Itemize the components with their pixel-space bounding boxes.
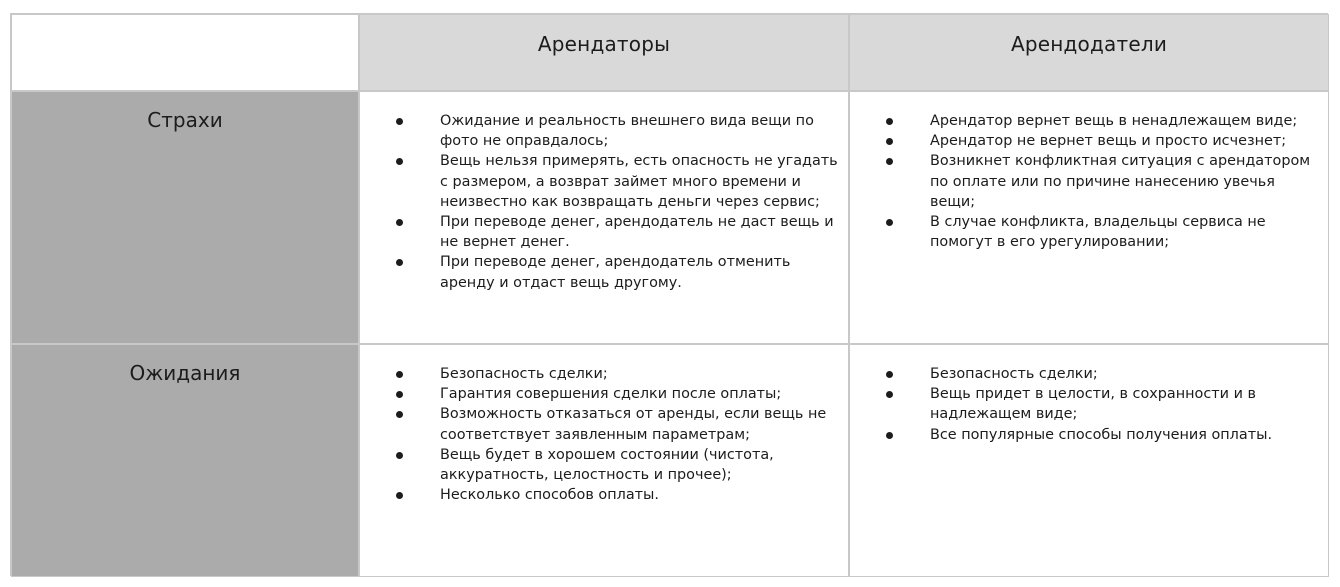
list-item	[886, 364, 1320, 384]
list-item	[396, 252, 840, 292]
table-corner-cell	[11, 14, 359, 91]
list-item-text: Все популярные способы получения оплаты.	[930, 426, 1273, 443]
expectations-landlords-cell	[849, 344, 1329, 577]
list-item-text: Возможность отказаться от аренды, если вещь не соответствует заявленным параметрам;	[440, 406, 827, 443]
list-item	[396, 384, 840, 404]
bullet-icon	[396, 259, 403, 266]
list-item	[886, 384, 1320, 424]
list-item-text: Несколько способов оплаты.	[440, 487, 659, 504]
bullet-icon	[396, 158, 403, 165]
list-item	[396, 445, 840, 485]
list-item	[886, 425, 1320, 445]
bullet-icon	[396, 411, 403, 418]
list-item	[886, 212, 1320, 252]
list-item-text: Вещь нельзя примерять, есть опасность не угадать с размером, а возврат займет много времени и неизвестно как возвращать деньги через сервис;	[440, 153, 838, 210]
bullet-icon	[396, 371, 403, 378]
list-item-text: При переводе денег, арендодатель не даст вещь и не вернет денег.	[440, 214, 834, 251]
bullet-icon	[886, 432, 893, 439]
bullet-icon	[886, 118, 893, 125]
list-item-text: Вещь придет в целости, в сохранности и в надлежащем виде;	[930, 386, 1256, 423]
list-item	[886, 111, 1320, 131]
fears-tenants-list	[396, 111, 840, 293]
list-item	[396, 485, 840, 505]
fears-tenants-cell	[359, 91, 849, 344]
list-item-text: Вещь будет в хорошем состоянии (чистота, аккуратность, целостность и прочее);	[440, 446, 774, 484]
list-item-text: Возникнет конфликтная ситуация с арендатором по оплате или по причине нанесению увечья вещи;	[930, 153, 1311, 210]
fears-landlords-cell	[849, 91, 1329, 344]
fears-landlords-list	[886, 111, 1320, 252]
bullet-icon	[396, 219, 403, 226]
bullet-icon	[886, 219, 893, 226]
bullet-icon	[886, 138, 893, 145]
row-header-expectations: Ожидания	[11, 344, 359, 577]
bullet-icon	[396, 492, 403, 499]
comparison-table	[10, 13, 1328, 576]
column-header-landlords: Арендодатели	[849, 14, 1329, 91]
list-item	[396, 111, 840, 151]
list-item	[886, 151, 1320, 212]
list-item-text: При переводе денег, арендодатель отменить аренду и отдаст вещь другому.	[440, 254, 791, 291]
list-item-text: Арендатор не вернет вещь и просто исчезнет;	[930, 133, 1287, 150]
bullet-icon	[886, 158, 893, 165]
bullet-icon	[396, 391, 403, 398]
list-item	[396, 212, 840, 252]
column-header-tenants: Арендаторы	[359, 14, 849, 91]
expectations-landlords-list	[886, 364, 1320, 445]
row-header-fears: Страхи	[11, 91, 359, 344]
list-item	[886, 131, 1320, 151]
list-item-text: Безопасность сделки;	[440, 366, 608, 382]
list-item-text: Ожидание и реальность внешнего вида вещи по фото не оправдалось;	[440, 113, 814, 150]
list-item-text: Гарантия совершения сделки после оплаты;	[440, 386, 782, 403]
expectations-tenants-cell	[359, 344, 849, 577]
expectations-tenants-list	[396, 364, 840, 505]
bullet-icon	[886, 371, 893, 378]
list-item	[396, 151, 840, 212]
bullet-icon	[886, 391, 893, 398]
list-item-text: В случае конфликта, владельцы сервиса не помогут в его урегулировании;	[930, 214, 1266, 251]
list-item-text: Арендатор вернет вещь в ненадлежащем виде;	[930, 113, 1298, 129]
list-item	[396, 404, 840, 444]
list-item-text: Безопасность сделки;	[930, 366, 1098, 382]
bullet-icon	[396, 118, 403, 125]
bullet-icon	[396, 452, 403, 459]
list-item	[396, 364, 840, 384]
